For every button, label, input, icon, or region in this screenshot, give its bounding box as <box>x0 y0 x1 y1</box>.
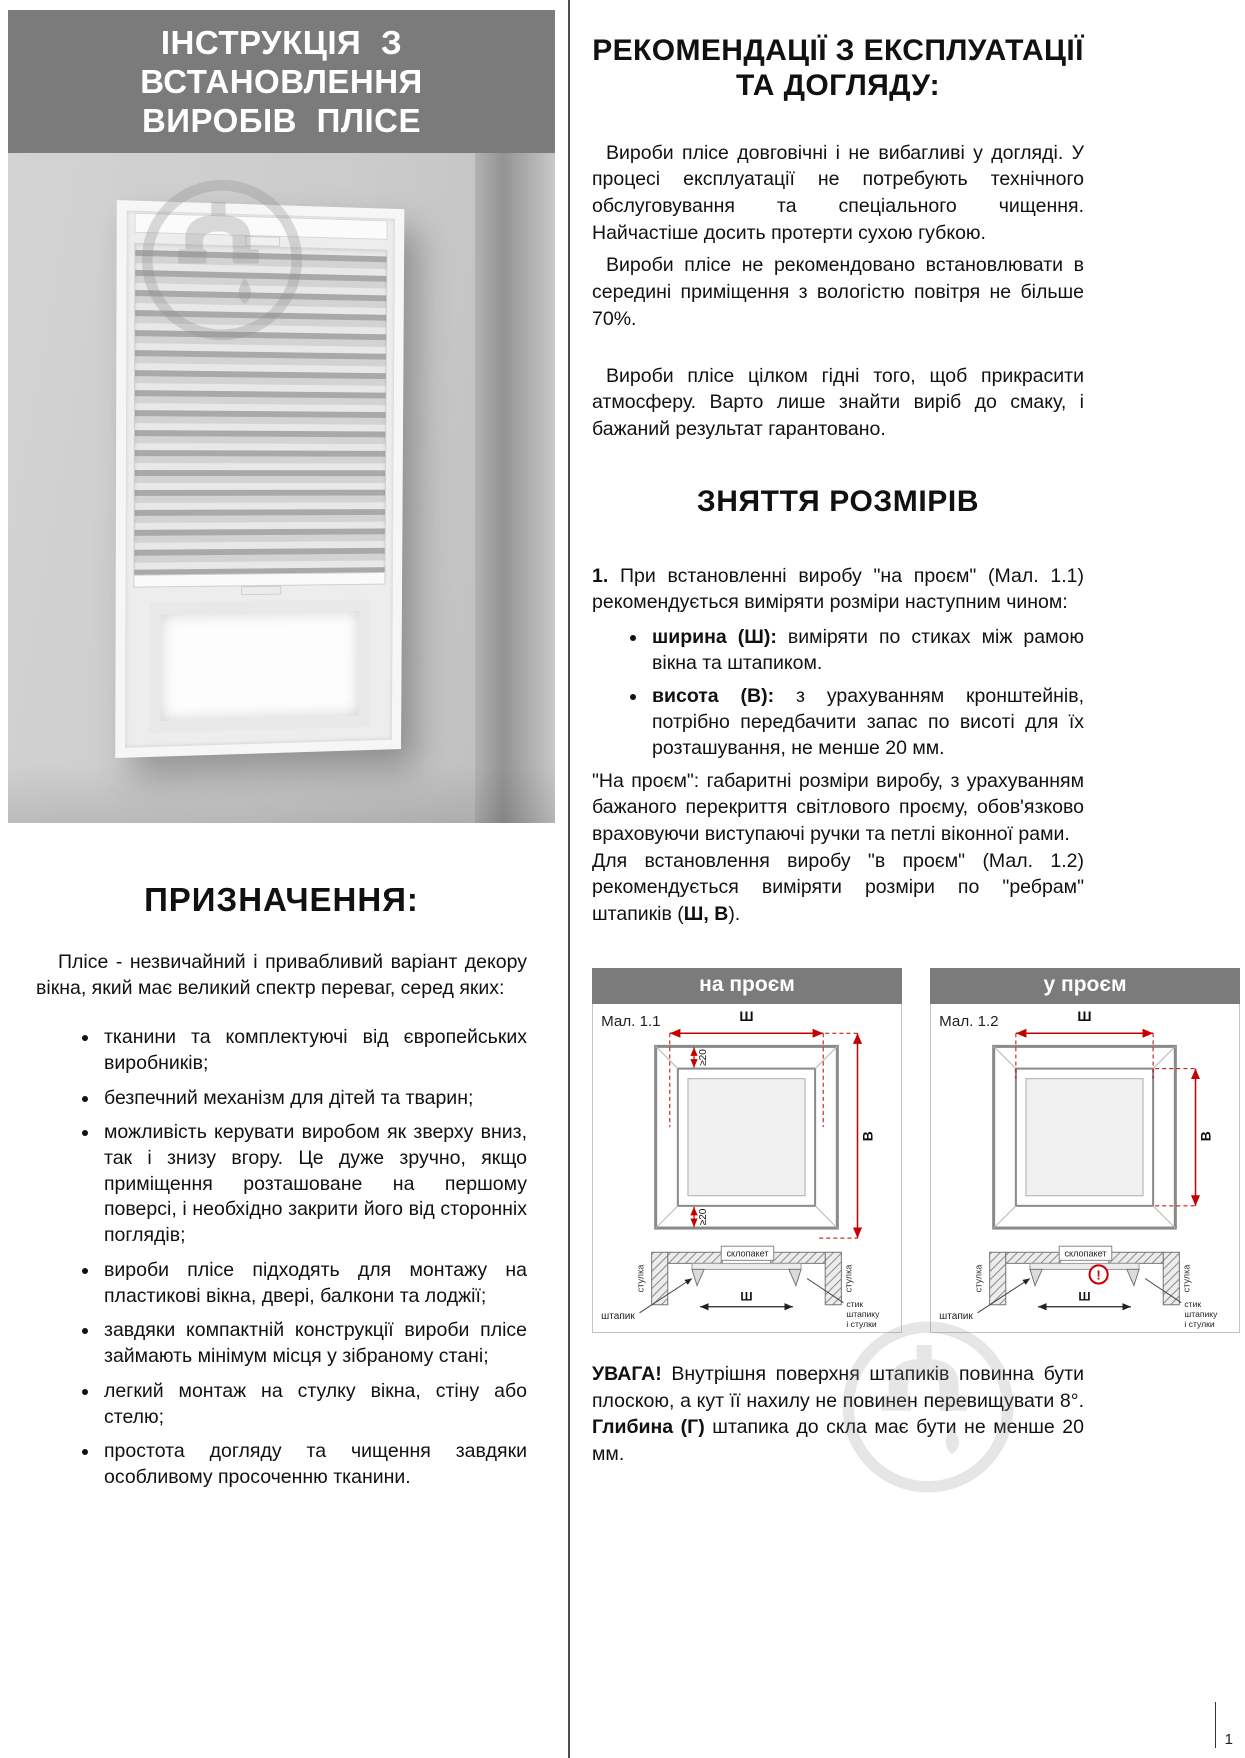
joint-label-2: штапику <box>1184 1308 1218 1319</box>
recommendations-para3: Вироби плісе цілком гідні того, щоб прикрасити атмосферу. Варто лише знайти виріб до смаку, і бажаний результат гарантовано. <box>592 364 1084 440</box>
diagram1-body <box>592 1004 902 1333</box>
measuring-step1 <box>592 563 1084 616</box>
width-bottom-label: Ш <box>1078 1289 1091 1304</box>
measuring-bullet-list <box>592 624 1084 762</box>
cross-section <box>939 1246 1218 1329</box>
recommendations-title-line2: ТА ДОГЛЯДУ: <box>735 68 941 102</box>
purpose-bullet-item: • завдяки компактній конструкції вироби плісе займають мінімум місця у зібраному стані; <box>100 1318 527 1369</box>
cross-section <box>601 1246 880 1329</box>
figure-label: Мал. 1.1 <box>601 1013 661 1031</box>
blind-bottom-handle <box>241 586 281 595</box>
diagram1-header: на проєм <box>592 968 902 1004</box>
purpose-bullet-item: • безпечний механізм для дітей та тварин; <box>100 1086 527 1112</box>
width-dim-label: Ш <box>739 1007 754 1024</box>
recommendations-para1: Вироби плісе довговічні і не вибагливі у догляді. У процесі експлуатації не потребують технічного обслуговування та спеціального чищення. Найчастіше досить протерти сухою губкою. <box>592 141 1084 244</box>
floor-shadow <box>8 763 555 823</box>
recommendations-para2: Вироби плісе не рекомендовано встановлювати в середині приміщення з вологістю повітря не більше 70%. <box>592 254 1084 330</box>
height-dim-label: В <box>1197 1130 1214 1142</box>
v-proem-dims: Ш, В <box>683 903 729 926</box>
diagram2-body <box>930 1004 1240 1333</box>
diagram-u-proem <box>930 968 1240 1333</box>
purpose-bullet-list <box>8 1025 527 1491</box>
joint-label-3: і стулки <box>846 1318 877 1329</box>
diagram2-drawing <box>931 1004 1239 1332</box>
attention-text2: штапика до скла має бути не менше 20 мм. <box>592 1416 1085 1465</box>
v-proem-paragraph <box>592 848 1084 928</box>
window-photo <box>8 153 555 823</box>
window-drawing <box>656 1046 838 1228</box>
pleated-fabric <box>133 243 387 575</box>
v-proem-end: ). <box>728 903 741 926</box>
joint-label-3: і стулки <box>1184 1318 1215 1329</box>
bead-label: штапик <box>939 1310 973 1322</box>
left-column <box>8 10 555 1500</box>
glass-unit-label: склопакет <box>726 1248 769 1259</box>
sash-left-label: стулка <box>635 1264 646 1293</box>
purpose-bullet-item: • тканини та комплектуючі від європейських виробників; <box>100 1025 527 1076</box>
height-desc: з урахуванням кронштейнів, потрібно передбачити запас по висоті для їх розташування, не менше 20 мм. <box>652 684 1084 760</box>
overlap-bottom-label: ≥20 <box>698 1208 710 1226</box>
glass-unit-label: склопакет <box>1064 1248 1107 1259</box>
recommendations-section <box>592 34 1084 928</box>
measuring-bullet-height <box>648 683 1084 762</box>
joint-label-1: стик <box>1184 1298 1202 1309</box>
step-text: При встановленні виробу "на проєм" (Мал. 1.1) рекомендується виміряти розміри наступним чином: <box>592 564 1084 614</box>
attention-depth-term: Глибина (Г) <box>592 1416 705 1439</box>
purpose-title: ПРИЗНАЧЕННЯ: <box>144 880 419 918</box>
window-drawing <box>994 1046 1176 1228</box>
purpose-bullet-item: • вироби плісе підходять для монтажу на пластикові вікна, двері, балкони та лоджії; <box>100 1258 527 1309</box>
overlap-top-label: ≥20 <box>698 1048 710 1066</box>
left-header-line1: ІНСТРУКЦІЯ З ВСТАНОВЛЕННЯ <box>140 24 423 100</box>
column-divider <box>568 0 570 1758</box>
measuring-bullet-width <box>648 624 1084 677</box>
wall-corner <box>475 153 555 823</box>
bead-label: штапик <box>601 1310 635 1322</box>
window-opening <box>149 599 371 733</box>
width-desc: виміряти по стиках між рамою вікна та штапиком. <box>652 626 1084 675</box>
height-term: висота (В): <box>652 684 775 707</box>
measuring-title: ЗНЯТТЯ РОЗМІРІВ <box>696 484 980 518</box>
sash-left-label: стулка <box>973 1264 984 1293</box>
page-number-block <box>1215 1702 1233 1748</box>
width-dim-label: Ш <box>1077 1007 1092 1024</box>
recommendations-title-line1: РЕКОМЕНДАЦІЇ З ЕКСПЛУАТАЦІЇ <box>592 34 1084 67</box>
left-header <box>8 10 555 153</box>
diagram1-drawing <box>593 1004 901 1332</box>
diagrams-row <box>592 968 1240 1333</box>
joint-label-2: штапику <box>846 1308 880 1319</box>
left-header-line2: ВИРОБІВ ПЛІСЕ <box>141 101 422 139</box>
diagram2-header: у проєм <box>930 968 1240 1004</box>
attention-paragraph <box>592 1361 1084 1468</box>
height-dim-label: В <box>859 1130 876 1142</box>
window-render <box>115 200 404 758</box>
figure-label: Мал. 1.2 <box>939 1013 999 1031</box>
sash-right-label: стулка <box>843 1264 854 1293</box>
width-term: ширина (Ш): <box>652 626 777 649</box>
joint-label-1: стик <box>846 1298 864 1309</box>
warning-mark: ! <box>1096 1267 1101 1283</box>
page-number: 1 <box>1224 1731 1233 1748</box>
purpose-bullet-item: • можливість керувати виробом як зверху вниз, так і знизу вгору. Це дуже зручно, якщо приміщення розташоване на першому поверсі, і необхідно закрити його від сторонніх поглядів; <box>100 1120 527 1249</box>
diagram-na-proem <box>592 968 902 1333</box>
v-proem-text: Для встановлення виробу "в проєм" (Мал. 1.2) рекомендується виміряти розміри по "ребрам" штапиків ( <box>592 849 1084 926</box>
purpose-intro: Плісе - незвичайний і привабливий варіант декору вікна, який має великий спектр переваг, серед яких: <box>36 950 527 999</box>
recommendations-title <box>592 34 1084 104</box>
purpose-bullet-item: • легкий монтаж на стулку вікна, стіну або стелю; <box>100 1379 527 1430</box>
sash-right-label: стулка <box>1181 1264 1192 1293</box>
na-proem-paragraph: "На проєм": габаритні розміри виробу, з урахуванням бажаного перекриття світлового проєму, обов'язково враховуючи виступаючі ручки та петлі віконної рами. <box>592 769 1084 845</box>
blind-top-handle <box>245 236 280 247</box>
width-bottom-label: Ш <box>740 1289 753 1304</box>
step-number: 1. <box>592 564 609 587</box>
right-column <box>592 34 1240 1468</box>
attention-label: УВАГА! <box>592 1362 662 1385</box>
purpose-bullet-item: • простота догляду та чищення завдяки особливому просоченню тканини. <box>100 1439 527 1490</box>
attention-text1: Внутрішня поверхня штапиків повинна бути плоскою, а кут її нахилу не повинен перевищувати 8°. <box>592 1362 1084 1412</box>
